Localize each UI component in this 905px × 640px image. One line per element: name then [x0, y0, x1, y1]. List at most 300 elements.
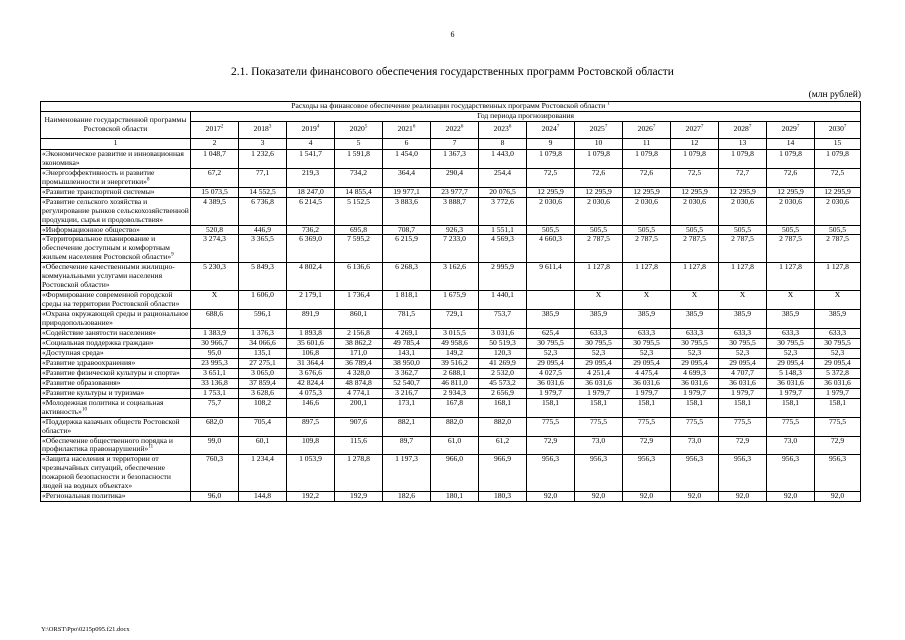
- value-cell: 158,1: [815, 398, 861, 417]
- column-number: 11: [623, 138, 671, 149]
- value-cell: 6 214,5: [287, 197, 335, 225]
- value-cell: 3 365,5: [239, 235, 287, 263]
- value-cell: 1 079,8: [575, 149, 623, 168]
- value-cell: 4 699,3: [671, 368, 719, 378]
- value-cell: 4 075,3: [287, 388, 335, 398]
- value-cell: 35 601,6: [287, 338, 335, 348]
- value-cell: 5 148,3: [767, 368, 815, 378]
- value-cell: 1 979,7: [575, 388, 623, 398]
- value-cell: 633,3: [575, 329, 623, 339]
- column-number: 6: [383, 138, 431, 149]
- value-cell: 505,5: [575, 225, 623, 235]
- value-cell: 2 030,6: [575, 197, 623, 225]
- value-cell: 72,9: [527, 436, 575, 455]
- table-row: [41, 358, 861, 368]
- value-cell: 3 883,6: [383, 197, 431, 225]
- value-cell: 6 215,9: [383, 235, 431, 263]
- value-cell: 775,5: [719, 417, 767, 436]
- value-cell: 254,4: [479, 168, 527, 187]
- value-cell: 708,7: [383, 225, 431, 235]
- value-cell: 72,6: [767, 168, 815, 187]
- value-cell: 3 888,7: [431, 197, 479, 225]
- value-cell: 2 030,6: [527, 197, 575, 225]
- value-cell: 705,4: [239, 417, 287, 436]
- year-header: 2024$^7$: [527, 121, 575, 138]
- value-cell: 907,6: [335, 417, 383, 436]
- value-cell: 385,9: [623, 310, 671, 329]
- value-cell: 1 443,0: [479, 149, 527, 168]
- value-cell: 1 278,8: [335, 455, 383, 492]
- value-cell: 781,5: [383, 310, 431, 329]
- value-cell: 1 079,8: [671, 149, 719, 168]
- column-number: 9: [527, 138, 575, 149]
- column-number: 13: [719, 138, 767, 149]
- table-row: [41, 149, 861, 168]
- value-cell: 30 795,5: [527, 338, 575, 348]
- value-cell: 14 855,4: [335, 187, 383, 197]
- value-cell: 31 364,4: [287, 358, 335, 368]
- table-row: [41, 225, 861, 235]
- value-cell: 52,3: [719, 348, 767, 358]
- value-cell: 2 934,3: [431, 388, 479, 398]
- table-row: [41, 348, 861, 358]
- value-cell: 966,0: [431, 455, 479, 492]
- value-cell: 1 383,9: [191, 329, 239, 339]
- value-cell: 2 532,0: [479, 368, 527, 378]
- value-cell: 75,7: [191, 398, 239, 417]
- value-cell: 77,1: [239, 168, 287, 187]
- column-number: 8: [479, 138, 527, 149]
- value-cell: 3 651,1: [191, 368, 239, 378]
- value-cell: 956,3: [671, 455, 719, 492]
- year-header: 2030$^7$: [815, 121, 861, 138]
- value-cell: 19 977,1: [383, 187, 431, 197]
- value-cell: 173,1: [383, 398, 431, 417]
- table-span-header: Расходы на финансовое обеспечение реализации государственных программ Ростовской области $^1$: [41, 102, 861, 112]
- value-cell: 192,9: [335, 492, 383, 502]
- table-row: [41, 197, 861, 225]
- value-cell: 7 595,2: [335, 235, 383, 263]
- table-row: [41, 492, 861, 502]
- value-cell: 149,2: [431, 348, 479, 358]
- value-cell: 171,0: [335, 348, 383, 358]
- table-row: [41, 263, 861, 291]
- value-cell: 688,6: [191, 310, 239, 329]
- value-cell: 385,9: [719, 310, 767, 329]
- value-cell: 633,3: [815, 329, 861, 339]
- value-cell: 109,8: [287, 436, 335, 455]
- value-cell: 67,2: [191, 168, 239, 187]
- value-cell: 1 818,1: [383, 291, 431, 310]
- value-cell: 200,1: [335, 398, 383, 417]
- program-name-cell: «Молодежная политика и социальная активность»$^{10}$: [41, 398, 191, 417]
- value-cell: 734,2: [335, 168, 383, 187]
- value-cell: [527, 291, 575, 310]
- table-header-row: [41, 111, 861, 121]
- value-cell: 1 127,8: [767, 263, 815, 291]
- units-label: (млн рублей): [808, 90, 861, 100]
- value-cell: 956,3: [767, 455, 815, 492]
- value-cell: 4 251,4: [575, 368, 623, 378]
- value-cell: 52,3: [815, 348, 861, 358]
- program-name-cell: «Социальная поддержка граждан»: [41, 338, 191, 348]
- value-cell: 736,2: [287, 225, 335, 235]
- value-cell: 12 295,9: [575, 187, 623, 197]
- value-cell: 158,1: [623, 398, 671, 417]
- value-cell: 38 862,2: [335, 338, 383, 348]
- document-title: 2.1. Показатели финансового обеспечения государственных программ Ростовской области: [231, 66, 674, 78]
- value-cell: 60,1: [239, 436, 287, 455]
- value-cell: 92,0: [767, 492, 815, 502]
- value-cell: 4 269,1: [383, 329, 431, 339]
- value-cell: 61,0: [431, 436, 479, 455]
- program-name-cell: «Энергоэффективность и развитие промышленности и энергетики»$^8$: [41, 168, 191, 187]
- value-cell: 753,7: [479, 310, 527, 329]
- year-header: 2018$^3$: [239, 121, 287, 138]
- table-row: [41, 187, 861, 197]
- value-cell: 385,9: [767, 310, 815, 329]
- table-row: [41, 235, 861, 263]
- value-cell: 1 234,4: [239, 455, 287, 492]
- value-cell: 12 295,9: [719, 187, 767, 197]
- value-cell: 39 516,2: [431, 358, 479, 368]
- value-cell: 30 795,5: [815, 338, 861, 348]
- value-cell: 1 591,8: [335, 149, 383, 168]
- value-cell: 1 197,3: [383, 455, 431, 492]
- value-cell: 46 811,0: [431, 378, 479, 388]
- value-cell: 36 031,6: [527, 378, 575, 388]
- year-header: 2019$^4$: [287, 121, 335, 138]
- value-cell: 9 611,4: [527, 263, 575, 291]
- value-cell: 3 065,0: [239, 368, 287, 378]
- value-cell: 505,5: [623, 225, 671, 235]
- value-cell: 73,0: [671, 436, 719, 455]
- column-number: 7: [431, 138, 479, 149]
- value-cell: 72,9: [815, 436, 861, 455]
- year-header: 2017$^2$: [191, 121, 239, 138]
- value-cell: 1 127,8: [575, 263, 623, 291]
- value-cell: 41 269,9: [479, 358, 527, 368]
- value-cell: 5 849,3: [239, 263, 287, 291]
- table-row: [41, 398, 861, 417]
- value-cell: 1 079,8: [815, 149, 861, 168]
- value-cell: 882,0: [431, 417, 479, 436]
- value-cell: 92,0: [575, 492, 623, 502]
- value-cell: 1 979,7: [671, 388, 719, 398]
- table-row: [41, 378, 861, 388]
- year-header: 2027$^7$: [671, 121, 719, 138]
- value-cell: 36 031,6: [623, 378, 671, 388]
- value-cell: 3 031,6: [479, 329, 527, 339]
- program-name-cell: «Формирование современной городской среды на территории Ростовской области»: [41, 291, 191, 310]
- value-cell: 682,0: [191, 417, 239, 436]
- value-cell: 290,4: [431, 168, 479, 187]
- value-cell: 52,3: [623, 348, 671, 358]
- value-cell: 1 048,7: [191, 149, 239, 168]
- year-header: 2028$^7$: [719, 121, 767, 138]
- value-cell: 4 569,3: [479, 235, 527, 263]
- value-cell: 180,1: [431, 492, 479, 502]
- value-cell: 446,9: [239, 225, 287, 235]
- value-cell: 49 785,4: [383, 338, 431, 348]
- table-row: [41, 388, 861, 398]
- value-cell: 926,3: [431, 225, 479, 235]
- name-column-header: Наименование государственной программы Ростовской области: [41, 111, 191, 138]
- value-cell: 966,9: [479, 455, 527, 492]
- value-cell: 89,7: [383, 436, 431, 455]
- value-cell: X: [815, 291, 861, 310]
- table-row: [41, 455, 861, 492]
- value-cell: 144,8: [239, 492, 287, 502]
- value-cell: 897,5: [287, 417, 335, 436]
- value-cell: 72,5: [671, 168, 719, 187]
- value-cell: 695,8: [335, 225, 383, 235]
- value-cell: 30 795,5: [575, 338, 623, 348]
- column-number: 12: [671, 138, 719, 149]
- value-cell: 3 274,3: [191, 235, 239, 263]
- value-cell: 2 156,8: [335, 329, 383, 339]
- program-name-cell: «Развитие здравоохранения»: [41, 358, 191, 368]
- value-cell: 956,3: [719, 455, 767, 492]
- value-cell: 385,9: [815, 310, 861, 329]
- program-name-cell: «Защита населения и территории от чрезвычайных ситуаций, обеспечение пожарной безопасности и безопасности людей на водных объектах»: [41, 455, 191, 492]
- value-cell: 596,1: [239, 310, 287, 329]
- value-cell: 36 031,6: [719, 378, 767, 388]
- year-header: 2023$^6$: [479, 121, 527, 138]
- value-cell: 92,0: [623, 492, 671, 502]
- footer-file-path: Y:\ORST\Ppo\0215p095.f21.docx: [41, 626, 130, 633]
- program-name-cell: «Экономическое развитие и инновационная экономика»: [41, 149, 191, 168]
- value-cell: 2 787,5: [815, 235, 861, 263]
- value-cell: 29 095,4: [767, 358, 815, 368]
- value-cell: 52 540,7: [383, 378, 431, 388]
- value-cell: 36 031,6: [575, 378, 623, 388]
- value-cell: 4 802,4: [287, 263, 335, 291]
- value-cell: 106,8: [287, 348, 335, 358]
- value-cell: 36 031,6: [767, 378, 815, 388]
- value-cell: 135,1: [239, 348, 287, 358]
- table-span-header-row: [41, 102, 861, 112]
- value-cell: 505,5: [767, 225, 815, 235]
- value-cell: 1 893,8: [287, 329, 335, 339]
- value-cell: 48 874,8: [335, 378, 383, 388]
- value-cell: 3 015,5: [431, 329, 479, 339]
- value-cell: 3 628,6: [239, 388, 287, 398]
- value-cell: 1 606,0: [239, 291, 287, 310]
- value-cell: 72,9: [719, 436, 767, 455]
- value-cell: X: [671, 291, 719, 310]
- value-cell: X: [623, 291, 671, 310]
- financing-table: [40, 101, 861, 502]
- value-cell: 12 295,9: [671, 187, 719, 197]
- value-cell: 633,3: [671, 329, 719, 339]
- value-cell: 108,2: [239, 398, 287, 417]
- value-cell: 2 030,6: [767, 197, 815, 225]
- value-cell: 633,3: [767, 329, 815, 339]
- value-cell: 1 127,8: [671, 263, 719, 291]
- value-cell: 61,2: [479, 436, 527, 455]
- value-cell: 29 095,4: [719, 358, 767, 368]
- value-cell: 12 295,9: [815, 187, 861, 197]
- table-body: [41, 149, 861, 501]
- value-cell: 956,3: [623, 455, 671, 492]
- value-cell: 36 789,4: [335, 358, 383, 368]
- column-number: 14: [767, 138, 815, 149]
- value-cell: 385,9: [671, 310, 719, 329]
- program-name-cell: «Территориальное планирование и обеспечение доступным и комфортным жильем населения Ростовской области»$^9$: [41, 235, 191, 263]
- value-cell: X: [191, 291, 239, 310]
- value-cell: 2 787,5: [575, 235, 623, 263]
- year-header: 2029$^7$: [767, 121, 815, 138]
- value-cell: 72,7: [719, 168, 767, 187]
- value-cell: 6 136,6: [335, 263, 383, 291]
- column-number: 2: [191, 138, 239, 149]
- program-name-cell: «Поддержка казачьих обществ Ростовской области»: [41, 417, 191, 436]
- value-cell: 3 216,7: [383, 388, 431, 398]
- value-cell: 956,3: [575, 455, 623, 492]
- value-cell: 27 275,1: [239, 358, 287, 368]
- value-cell: 219,3: [287, 168, 335, 187]
- value-cell: 29 095,4: [671, 358, 719, 368]
- value-cell: 1 753,1: [191, 388, 239, 398]
- value-cell: 23 995,3: [191, 358, 239, 368]
- value-cell: 2 787,5: [767, 235, 815, 263]
- value-cell: 37 859,4: [239, 378, 287, 388]
- value-cell: 2 787,5: [719, 235, 767, 263]
- value-cell: 775,5: [575, 417, 623, 436]
- value-cell: 18 247,0: [287, 187, 335, 197]
- value-cell: 30 795,5: [623, 338, 671, 348]
- table-row: [41, 338, 861, 348]
- column-number: 5: [335, 138, 383, 149]
- value-cell: 92,0: [815, 492, 861, 502]
- value-cell: 12 295,9: [623, 187, 671, 197]
- value-cell: 4 774,1: [335, 388, 383, 398]
- value-cell: 192,2: [287, 492, 335, 502]
- program-name-cell: «Обеспечение качественными жилищно-коммунальными услугами населения Ростовской области»: [41, 263, 191, 291]
- program-name-cell: «Региональная политика»: [41, 492, 191, 502]
- value-cell: 1 979,7: [719, 388, 767, 398]
- value-cell: 95,0: [191, 348, 239, 358]
- column-number: 3: [239, 138, 287, 149]
- value-cell: 2 787,5: [623, 235, 671, 263]
- value-cell: 1 079,8: [527, 149, 575, 168]
- value-cell: 505,5: [527, 225, 575, 235]
- value-cell: 2 030,6: [719, 197, 767, 225]
- value-cell: 49 958,6: [431, 338, 479, 348]
- value-cell: 34 066,6: [239, 338, 287, 348]
- value-cell: 5 152,5: [335, 197, 383, 225]
- value-cell: X: [575, 291, 623, 310]
- value-cell: 505,5: [719, 225, 767, 235]
- table-row: [41, 168, 861, 187]
- value-cell: 143,1: [383, 348, 431, 358]
- value-cell: 42 824,4: [287, 378, 335, 388]
- value-cell: X: [719, 291, 767, 310]
- value-cell: 30 966,7: [191, 338, 239, 348]
- year-header: 2025$^7$: [575, 121, 623, 138]
- value-cell: 12 295,9: [767, 187, 815, 197]
- value-cell: 92,0: [671, 492, 719, 502]
- value-cell: 1 675,9: [431, 291, 479, 310]
- value-cell: 99,0: [191, 436, 239, 455]
- value-cell: 6 369,0: [287, 235, 335, 263]
- value-cell: 882,1: [383, 417, 431, 436]
- program-name-cell: «Развитие физической культуры и спорта»: [41, 368, 191, 378]
- value-cell: X: [767, 291, 815, 310]
- value-cell: 30 795,5: [671, 338, 719, 348]
- program-name-cell: «Охрана окружающей среды и рациональное природопользование»: [41, 310, 191, 329]
- value-cell: 29 095,4: [623, 358, 671, 368]
- value-cell: 956,3: [527, 455, 575, 492]
- value-cell: 775,5: [815, 417, 861, 436]
- value-cell: 1 053,9: [287, 455, 335, 492]
- program-name-cell: «Содействие занятости населения»: [41, 329, 191, 339]
- value-cell: 1 454,0: [383, 149, 431, 168]
- value-cell: 36 031,6: [671, 378, 719, 388]
- program-name-cell: «Обеспечение общественного порядка и профилактика правонарушений»$^{11}$: [41, 436, 191, 455]
- page-number: 6: [450, 30, 455, 39]
- value-cell: 1 079,8: [623, 149, 671, 168]
- value-cell: 158,1: [671, 398, 719, 417]
- program-name-cell: «Развитие культуры и туризма»: [41, 388, 191, 398]
- value-cell: 6 736,8: [239, 197, 287, 225]
- value-cell: 1 551,1: [479, 225, 527, 235]
- value-cell: 4 660,3: [527, 235, 575, 263]
- value-cell: 72,6: [623, 168, 671, 187]
- table-row: [41, 436, 861, 455]
- value-cell: 115,6: [335, 436, 383, 455]
- value-cell: 2 688,1: [431, 368, 479, 378]
- value-cell: 36 031,6: [815, 378, 861, 388]
- value-cell: 72,5: [527, 168, 575, 187]
- value-cell: 520,8: [191, 225, 239, 235]
- program-name-cell: «Доступная среда»: [41, 348, 191, 358]
- value-cell: 1 979,7: [623, 388, 671, 398]
- value-cell: 1 979,7: [815, 388, 861, 398]
- value-cell: 1 979,7: [527, 388, 575, 398]
- value-cell: 30 795,5: [767, 338, 815, 348]
- value-cell: 2 995,9: [479, 263, 527, 291]
- value-cell: 167,8: [431, 398, 479, 417]
- value-cell: 158,1: [527, 398, 575, 417]
- value-cell: 2 656,9: [479, 388, 527, 398]
- value-cell: 29 095,4: [575, 358, 623, 368]
- year-header: 2026$^7$: [623, 121, 671, 138]
- value-cell: 7 233,0: [431, 235, 479, 263]
- value-cell: 3 772,6: [479, 197, 527, 225]
- value-cell: 23 977,7: [431, 187, 479, 197]
- value-cell: 4 475,4: [623, 368, 671, 378]
- value-cell: 158,1: [719, 398, 767, 417]
- value-cell: 180,3: [479, 492, 527, 502]
- value-cell: 891,9: [287, 310, 335, 329]
- value-cell: 956,3: [815, 455, 861, 492]
- value-cell: 775,5: [671, 417, 719, 436]
- value-cell: 1 736,4: [335, 291, 383, 310]
- value-cell: 4 707,7: [719, 368, 767, 378]
- value-cell: 92,0: [527, 492, 575, 502]
- value-cell: 1 440,1: [479, 291, 527, 310]
- value-cell: 73,0: [575, 436, 623, 455]
- value-cell: 73,0: [767, 436, 815, 455]
- column-number-row: [41, 138, 861, 149]
- value-cell: 3 162,6: [431, 263, 479, 291]
- year-header: 2021$^6$: [383, 121, 431, 138]
- value-cell: 860,1: [335, 310, 383, 329]
- period-header: Год периода прогнозирования: [191, 111, 861, 121]
- value-cell: 38 950,0: [383, 358, 431, 368]
